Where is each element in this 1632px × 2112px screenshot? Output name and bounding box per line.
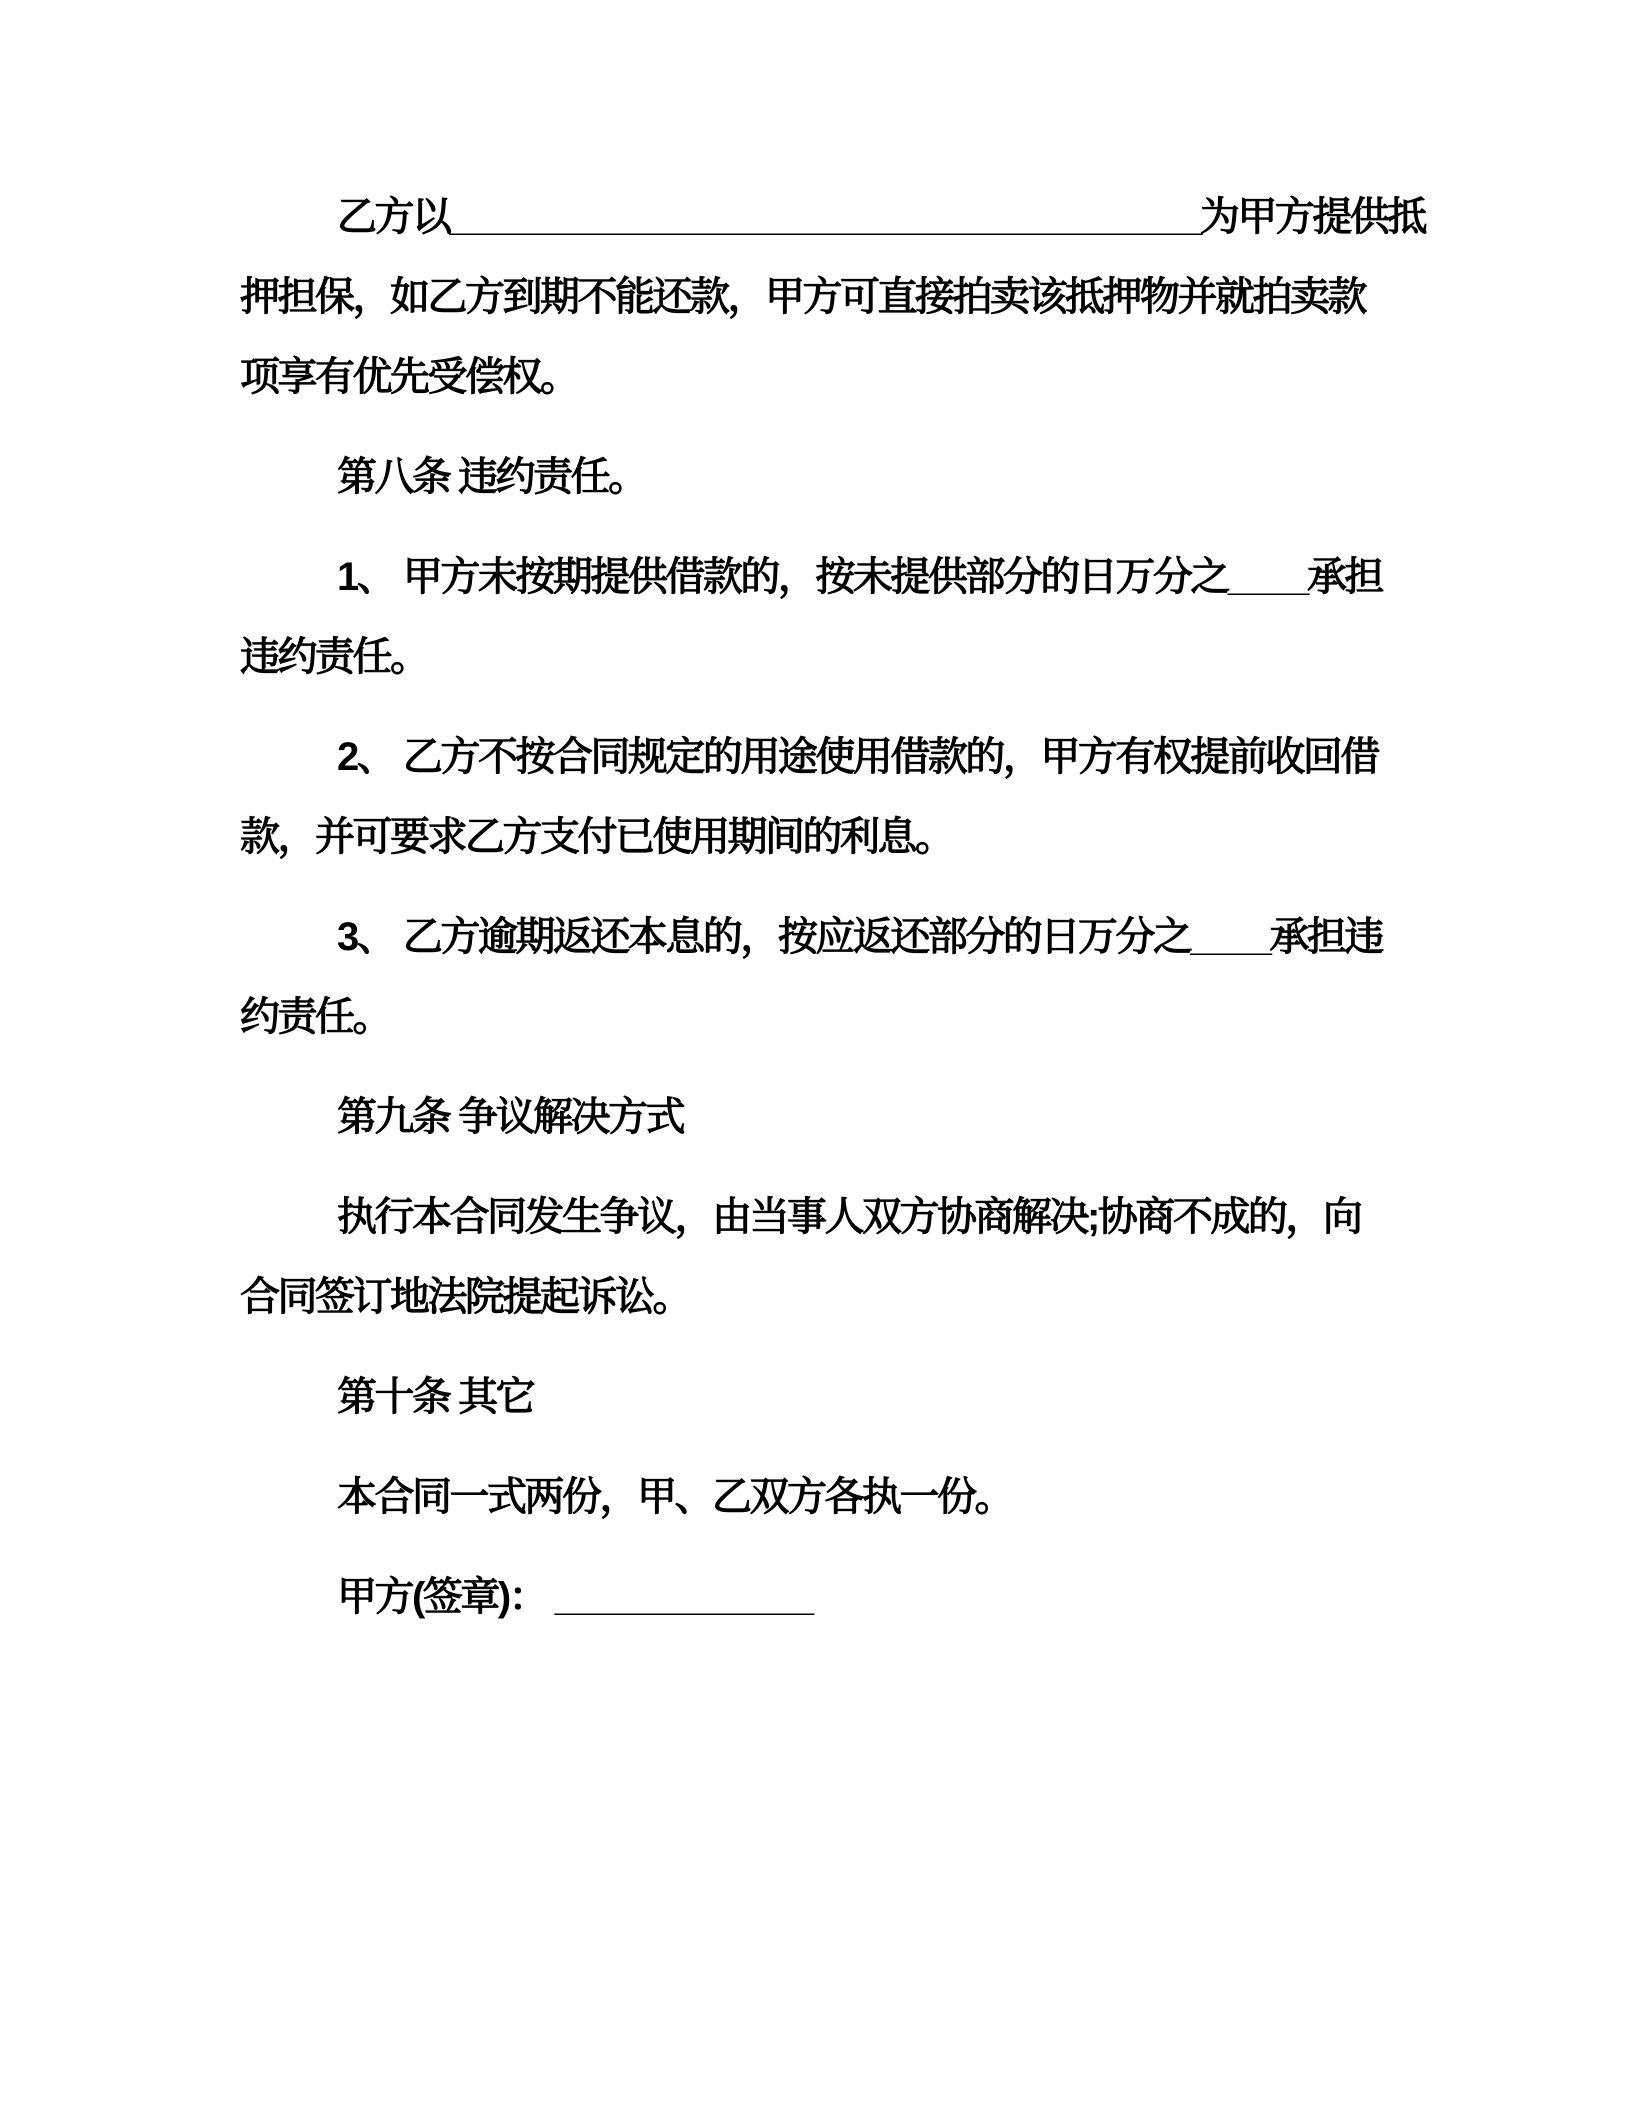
text-line: 2、 乙方不按合同规定的用途使用借款的，甲方有权提前收回借 [337, 735, 1378, 779]
text-line: 押担保，如乙方到期不能还款，甲方可直接拍卖该抵押物并就拍卖款 [240, 275, 1365, 319]
text-line: 1、 甲方未按期提供借款的，按未提供部分的日万分之____承担 [337, 555, 1382, 599]
paragraph [240, 897, 1400, 1057]
paragraph [240, 1457, 1400, 1537]
text-line: 甲方(签章)： _____________ [337, 1575, 812, 1619]
text-line: 约责任。 [240, 995, 390, 1039]
text-line: 违约责任。 [240, 635, 428, 679]
text-line: 第九条 争议解决方式 [337, 1095, 684, 1139]
text-line: 执行本合同发生争议，由当事人双方协商解决;协商不成的，向 [337, 1195, 1361, 1239]
paragraph [240, 177, 1425, 417]
text-line: 合同签订地法院提起诉讼。 [240, 1275, 690, 1319]
text-line: 3、 乙方逾期返还本息的，按应返还部分的日万分之____承担违 [337, 915, 1382, 959]
text-line: 本合同一式两份，甲、乙双方各执一份。 [337, 1475, 1012, 1519]
paragraph [240, 717, 1400, 877]
contract-document-page [240, 177, 1425, 1657]
paragraph [240, 1177, 1400, 1337]
text-line: 乙方以______________________________________为甲方提供抵 [337, 195, 1425, 239]
paragraph [240, 537, 1400, 697]
section-heading [240, 437, 1400, 517]
signature-line-block [240, 1557, 1400, 1637]
text-line: 款，并可要求乙方支付已使用期间的利息。 [240, 815, 953, 859]
section-heading [240, 1357, 1400, 1437]
section-heading [240, 1077, 1400, 1157]
text-line: 第十条 其它 [337, 1375, 534, 1419]
text-line: 项享有优先受偿权。 [240, 355, 578, 399]
text-line: 第八条 违约责任。 [337, 455, 646, 499]
